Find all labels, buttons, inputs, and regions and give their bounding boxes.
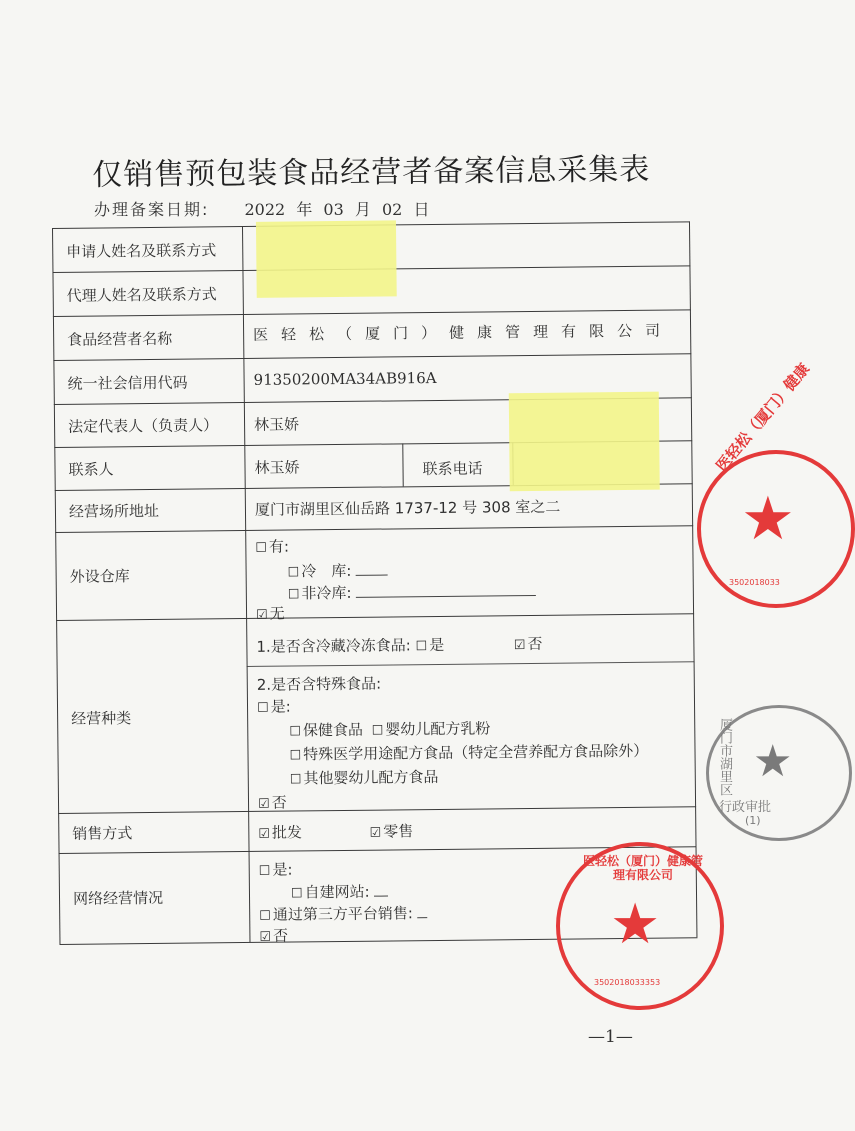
sales-method-options: ☑ 批发 ☑ 零售	[258, 822, 414, 842]
seal-index: (1)	[745, 814, 761, 827]
online-third-party: ☐ 通过第三方平台销售:	[259, 902, 427, 925]
online-own-site: ☐ 自建网站:	[291, 881, 388, 903]
sales-method-label: 销售方式	[72, 824, 133, 843]
date-month-unit: 月	[354, 200, 371, 219]
blank-line	[374, 884, 388, 897]
seal-text: 厦门市湖里区	[717, 718, 732, 796]
seal-star-icon: ★	[753, 736, 793, 787]
category-q2-yes: ☐ 是:	[256, 697, 291, 716]
category-q2-no: ☑ 否	[257, 793, 287, 812]
legal-rep-label: 法定代表人（负责人）	[67, 416, 219, 436]
row-line	[53, 309, 691, 317]
checkbox-empty-icon[interactable]: ☐	[289, 748, 302, 764]
category-label: 经营种类	[71, 709, 132, 728]
seal-text: 医轻松（厦门）健康管理有限公司	[582, 854, 703, 882]
category-other-infant-option: ☐ 其他婴幼儿配方食品	[289, 767, 439, 788]
checkbox-empty-icon[interactable]: ☐	[289, 724, 302, 740]
admin-approval-seal	[706, 705, 852, 841]
sub-row-line	[247, 661, 695, 667]
checkbox-empty-icon[interactable]: ☐	[287, 565, 300, 581]
blank-line	[417, 905, 427, 918]
address-value: 厦门市湖里区仙岳路 1737-12 号 308 室之二	[254, 497, 561, 519]
blank-line	[355, 583, 535, 598]
warehouse-yes: ☐ 有:	[255, 537, 290, 556]
date-day-unit: 日	[413, 200, 430, 219]
blank-line	[355, 563, 387, 576]
date-day: 02	[381, 200, 403, 219]
company-seal-top	[697, 359, 855, 608]
col-line	[402, 443, 403, 486]
contact-label: 联系人	[68, 460, 114, 479]
checkbox-empty-icon[interactable]: ☐	[256, 700, 269, 716]
row-line	[55, 525, 693, 533]
seal-number: 3502018033	[729, 578, 780, 587]
checkbox-checked-icon[interactable]: ☑	[257, 796, 270, 812]
contact-value: 林玉娇	[254, 458, 300, 477]
date-month: 03	[323, 200, 344, 219]
checkbox-checked-icon[interactable]: ☑	[513, 638, 526, 654]
redaction-highlight	[256, 220, 397, 297]
col-line	[242, 226, 250, 942]
warehouse-cold: ☐ 冷 库:	[287, 560, 387, 582]
row-line	[56, 613, 694, 621]
page-number: —1—	[588, 1027, 633, 1047]
checkbox-empty-icon[interactable]: ☐	[290, 886, 303, 902]
category-health-options: ☐ 保健食品 ☐ 婴幼儿配方乳粉	[289, 719, 491, 740]
credit-code-label: 统一社会信用代码	[67, 373, 188, 393]
legal-rep-value: 林玉娇	[253, 415, 300, 434]
checkbox-empty-icon[interactable]: ☐	[289, 772, 302, 788]
seal-subtext: 行政审批	[719, 800, 772, 815]
operator-name-value: 医轻松（厦门）健康管理有限公司	[253, 321, 674, 344]
redaction-highlight	[509, 392, 660, 492]
category-medical-option: ☐ 特殊医学用途配方食品（特定全营养配方食品除外）	[289, 741, 649, 764]
warehouse-none: ☑ 无	[255, 604, 285, 623]
online-no: ☑ 否	[259, 926, 289, 945]
applicant-label: 申请人姓名及联系方式	[66, 241, 217, 261]
credit-code-value: 91350200MA34AB916A	[253, 368, 437, 389]
checkbox-empty-icon[interactable]: ☐	[287, 587, 300, 603]
seal-star-icon: ★	[610, 892, 661, 957]
checkbox-checked-icon[interactable]: ☑	[369, 825, 382, 841]
category-q1: 1.是否含冷藏冷冻食品: ☐ 是 ☑ 否	[256, 634, 543, 656]
row-line	[58, 806, 696, 814]
date-year-unit: 年	[296, 200, 313, 219]
date-year: 2022	[244, 200, 286, 219]
col-line	[52, 228, 60, 944]
seal-star-icon: ★	[741, 484, 795, 554]
info-table	[52, 221, 697, 944]
checkbox-empty-icon[interactable]: ☐	[415, 639, 428, 655]
form-title: 仅销售预包装食品经营者备案信息采集表	[92, 152, 651, 193]
checkbox-empty-icon[interactable]: ☐	[371, 723, 384, 739]
warehouse-noncold: ☐ 非冷库:	[288, 580, 536, 604]
checkbox-checked-icon[interactable]: ☑	[258, 826, 271, 842]
agent-label: 代理人姓名及联系方式	[66, 285, 217, 305]
category-q2: 2.是否含特殊食品:	[256, 674, 382, 694]
operator-name-label: 食品经营者名称	[67, 329, 173, 349]
filing-date	[94, 197, 429, 220]
checkbox-empty-icon[interactable]: ☐	[255, 540, 268, 556]
col-line	[689, 221, 697, 937]
checkbox-checked-icon[interactable]: ☑	[259, 929, 272, 945]
row-line	[53, 353, 691, 361]
seal-text: 医轻松（厦门）健康	[712, 359, 814, 475]
checkbox-empty-icon[interactable]: ☐	[259, 908, 271, 924]
warehouse-label: 外设仓库	[69, 567, 130, 586]
online-yes: ☐ 是:	[258, 860, 293, 879]
checkbox-empty-icon[interactable]: ☐	[258, 863, 271, 879]
checkbox-checked-icon[interactable]: ☑	[255, 607, 268, 623]
filing-date-label: 办理备案日期:	[94, 200, 210, 219]
address-label: 经营场所地址	[68, 501, 160, 521]
company-seal-bottom	[556, 842, 724, 1010]
online-business-label: 网络经营情况	[72, 888, 164, 908]
phone-label: 联系电话	[422, 459, 483, 479]
seal-number: 3502018033353	[594, 978, 661, 987]
